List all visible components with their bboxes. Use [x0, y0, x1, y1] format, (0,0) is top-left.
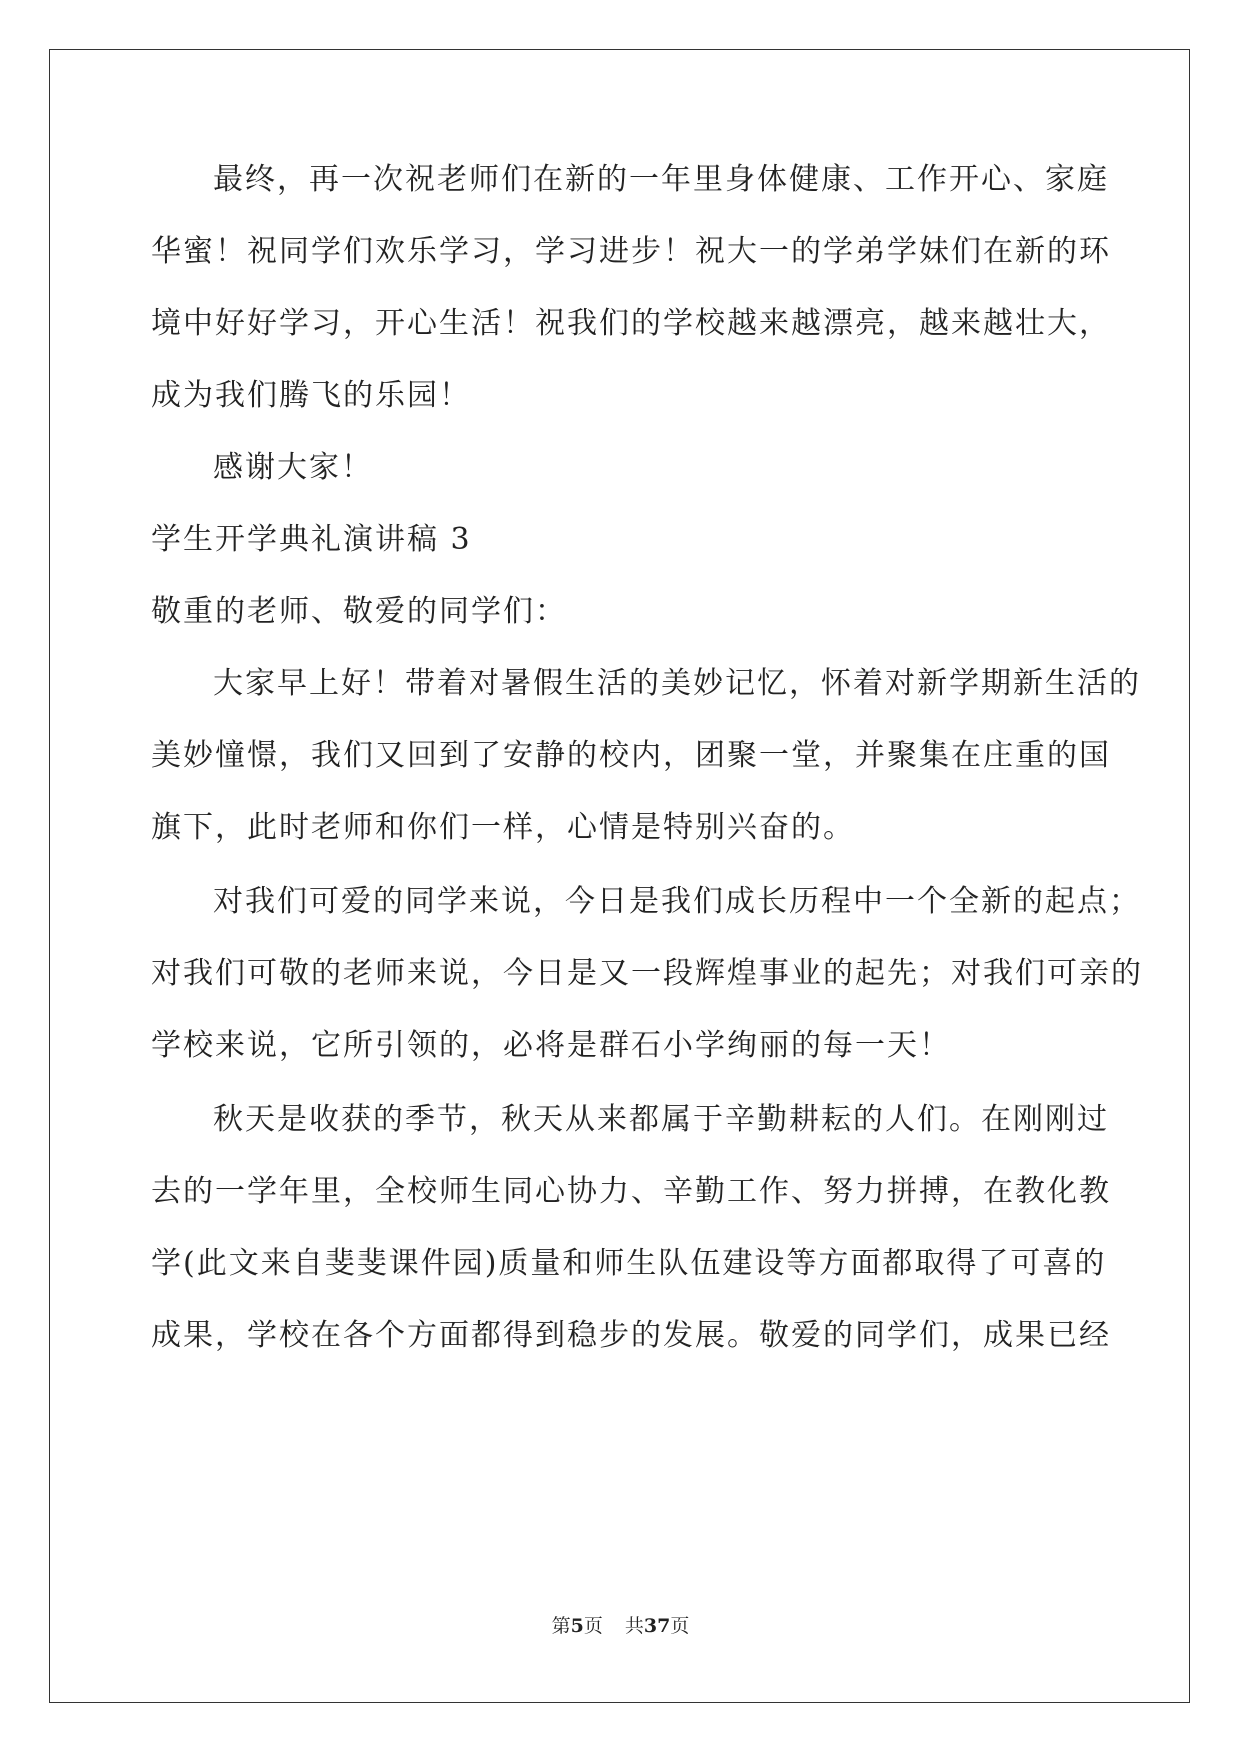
paragraph-line: 秋天是收获的季节，秋天从来都属于辛勤耕耘的人们。在刚刚过 — [213, 1102, 1109, 1137]
page-suffix: 页 — [583, 1615, 603, 1637]
paragraph-line: 境中好好学习，开心生活！祝我们的学校越来越漂亮，越来越壮大， — [151, 306, 1111, 341]
paragraph-line: 成为我们腾飞的乐园！ — [151, 378, 471, 413]
total-pages: 37 — [643, 1615, 671, 1637]
page-footer — [0, 1614, 1241, 1638]
paragraph-line: 旗下，此时老师和你们一样，心情是特别兴奋的。 — [151, 810, 855, 845]
paragraph-line: 最终，再一次祝老师们在新的一年里身体健康、工作开心、家庭 — [213, 162, 1109, 197]
paragraph-line: 大家早上好！带着对暑假生活的美妙记忆，怀着对新学期新生活的 — [213, 666, 1141, 701]
paragraph-line: 去的一学年里，全校师生同心协力、辛勤工作、努力拼搏，在教化教 — [151, 1174, 1111, 1209]
paragraph-line: 对我们可爱的同学来说，今日是我们成长历程中一个全新的起点； — [213, 884, 1141, 919]
salutation: 敬重的老师、敬爱的同学们： — [151, 594, 567, 629]
paragraph-line: 华蜜！祝同学们欢乐学习，学习进步！祝大一的学弟学妹们在新的环 — [151, 234, 1111, 269]
closing-line: 感谢大家！ — [213, 450, 373, 485]
paragraph-line: 学校来说，它所引领的，必将是群石小学绚丽的每一天！ — [151, 1028, 951, 1063]
paragraph-line: 学(此文来自斐斐课件园)质量和师生队伍建设等方面都取得了可喜的 — [151, 1246, 1107, 1281]
section-heading: 学生开学典礼演讲稿 3 — [151, 522, 472, 557]
page-number: 5 — [570, 1615, 584, 1637]
page-prefix: 第 — [551, 1615, 571, 1637]
paragraph-line: 美妙憧憬，我们又回到了安静的校内，团聚一堂，并聚集在庄重的国 — [151, 738, 1111, 773]
total-prefix: 共 — [624, 1615, 644, 1637]
total-suffix: 页 — [670, 1615, 690, 1637]
page-border — [49, 49, 1190, 1703]
paragraph-line: 成果，学校在各个方面都得到稳步的发展。敬爱的同学们，成果已经 — [151, 1318, 1111, 1353]
paragraph-line: 对我们可敬的老师来说，今日是又一段辉煌事业的起先；对我们可亲的 — [151, 956, 1143, 991]
